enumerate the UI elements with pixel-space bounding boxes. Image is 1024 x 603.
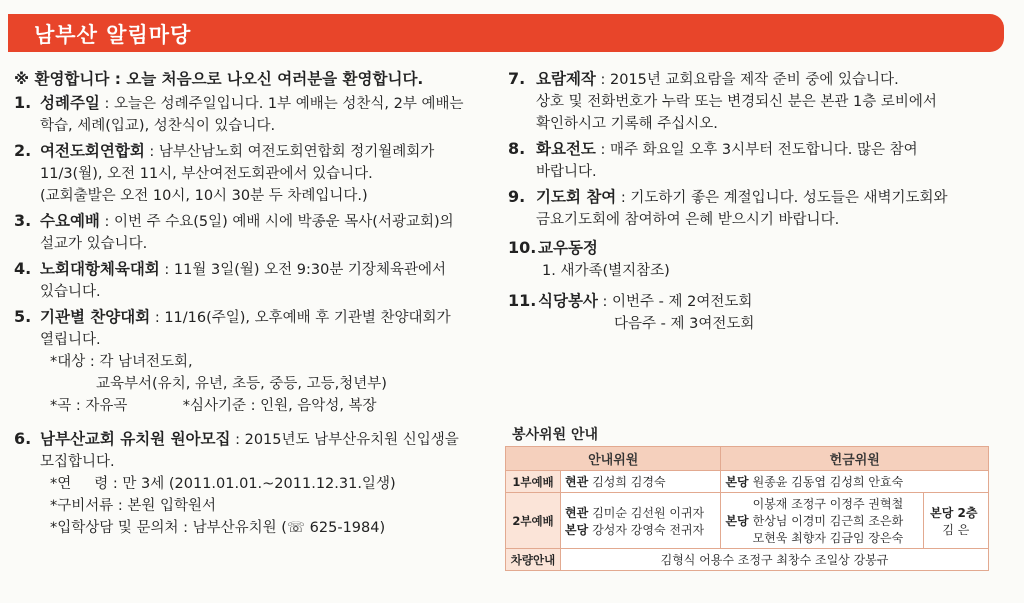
table-row [506, 471, 989, 493]
item-title: 식당봉사 [538, 292, 598, 310]
item-text: 모집합니다. [40, 454, 115, 470]
notice-item-4 [14, 258, 492, 303]
item-title: 화요전도 [536, 140, 596, 158]
item-number: 6. [14, 429, 32, 448]
item-title: 노회대항체육대회 [40, 260, 160, 278]
item-text: 금요기도회에 참여하여 은혜 받으시기 바랍니다. [536, 212, 840, 228]
item-text: : 11월 3일(월) 오전 9:30분 기장체육관에서 [159, 262, 446, 278]
item-subtext: *대상 : 각 남녀전도회, [50, 354, 193, 370]
names: 이봉재 조정구 이정주 권혁철 [752, 497, 904, 511]
item-text: 있습니다. [40, 284, 101, 300]
item-text: : 이번 주 수요(5일) 예배 시에 박종운 목사(서광교회)의 [99, 214, 454, 230]
table-row [506, 493, 989, 549]
notice-item-7 [508, 68, 1008, 135]
item-number: 11. [508, 291, 537, 310]
names: 원종윤 김동엽 김성희 안효숙 [752, 475, 904, 489]
location-tag: 본당 [565, 522, 589, 537]
item-title: 기도회 참여 [536, 188, 617, 206]
item-text: 학습, 세례(입교), 성찬식이 있습니다. [40, 118, 276, 134]
item-number: 1. [14, 93, 32, 112]
item-text: 11/3(월), 오전 11시, 부산여전도회관에서 있습니다. [40, 166, 373, 182]
table-header-row [506, 447, 989, 471]
item-number: 8. [508, 139, 526, 158]
notice-item-2 [14, 140, 492, 207]
item-text: 확인하시고 기록해 주십시오. [536, 116, 718, 132]
item-text: 상호 및 전화번호가 누락 또는 변경되신 분은 본관 1층 로비에서 [536, 94, 937, 110]
notice-item-11 [508, 290, 1008, 335]
location-tag: 현관 [565, 475, 589, 489]
item-title: 성례주일 [40, 94, 100, 112]
table-row [506, 549, 989, 571]
item-title: 수요예배 [40, 212, 100, 230]
names: 김미순 김선원 이귀자 [592, 505, 705, 520]
offering-cell [721, 493, 923, 549]
item-title: 여전도회연합회 [40, 142, 145, 160]
item-number: 7. [508, 69, 526, 88]
item-number: 9. [508, 187, 526, 206]
item-number: 5. [14, 307, 32, 326]
item-text: : 오늘은 성례주일입니다. 1부 예배는 성찬식, 2부 예배는 [99, 96, 464, 112]
staff-table [505, 446, 989, 571]
notice-item-5 [14, 306, 492, 417]
section-header [8, 14, 1004, 52]
item-text: 바랍니다. [536, 164, 597, 180]
item-text: : 남부산남노회 여전도회연합회 정기월례회가 [144, 144, 435, 160]
notice-item-8 [508, 138, 1008, 183]
spacer [14, 420, 492, 428]
item-subtext: *곡 : 자유곡 *심사기준 : 인원, 음악성, 복장 [50, 398, 377, 414]
item-text: 설교가 있습니다. [40, 236, 148, 252]
right-column [508, 68, 1008, 338]
item-title: 기관별 찬양대회 [40, 308, 151, 326]
row-label: 1부예배 [506, 471, 561, 493]
item-text: 다음주 - 제 3여전도회 [614, 316, 755, 332]
notice-item-1 [14, 92, 492, 137]
item-text: : 기도하기 좋은 계절입니다. 성도들은 새벽기도회와 [616, 190, 948, 206]
names: 모현욱 최향자 김금임 장은숙 [752, 531, 904, 545]
left-column [14, 68, 492, 542]
item-text: : 11/16(주일), 오후예배 후 기관별 찬양대회가 [150, 310, 451, 326]
names: 한상님 이경미 김근희 조은화 [752, 514, 904, 528]
item-subtext: *연 령 : 만 3세 (2011.01.01.~2011.12.31.일생) [50, 476, 396, 492]
page-title: 남부산 알림마당 [34, 23, 192, 47]
item-text: : 2015년도 남부산유치원 신입생을 [230, 432, 459, 448]
notice-item-10 [508, 237, 1008, 282]
location-tag: 현관 [565, 505, 589, 520]
item-title: 남부산교회 유치원 원아모집 [40, 430, 231, 448]
item-text: 1. 새가족(별지참조) [542, 263, 670, 279]
item-text: : 2015년 교회요람을 제작 준비 중에 있습니다. [595, 72, 899, 88]
names: 김 은 [942, 522, 970, 537]
location-tag: 본당 [725, 514, 749, 528]
staff-section-title: 봉사위원 안내 [512, 427, 599, 443]
item-number: 4. [14, 259, 32, 278]
item-number: 3. [14, 211, 32, 230]
item-text: (교회출발은 오전 10시, 10시 30분 두 차례입니다.) [40, 188, 368, 204]
item-text: 열립니다. [40, 332, 101, 348]
row-label: 2부예배 [506, 493, 561, 549]
guide-header: 안내위원 [506, 447, 721, 471]
item-text: : 매주 화요일 오후 3시부터 전도합니다. 많은 참여 [595, 142, 918, 158]
guide-cell [561, 471, 721, 493]
names: 김성희 김경숙 [592, 475, 666, 489]
offering-header: 헌금위원 [721, 447, 989, 471]
notice-item-9 [508, 186, 1008, 231]
notice-item-3 [14, 210, 492, 255]
row-label: 차량안내 [506, 549, 561, 571]
guide-cell [561, 493, 721, 549]
floor-cell [923, 493, 988, 549]
item-title: 요람제작 [536, 70, 596, 88]
item-text: : 이번주 - 제 2여전도회 [597, 294, 753, 310]
item-subtext: *구비서류 : 본원 입학원서 [50, 498, 217, 514]
location-tag: 본당 2층 [930, 505, 978, 520]
welcome-text: ※ 환영합니다 : 오늘 처음으로 나오신 여러분을 환영합니다. [14, 70, 424, 88]
offering-cell [721, 471, 989, 493]
item-number: 10. [508, 238, 537, 257]
item-subtext: 교육부서(유치, 유년, 초등, 중등, 고등,청년부) [96, 376, 387, 392]
notice-item-6 [14, 428, 492, 539]
vehicle-cell: 김형식 어용수 조정구 최창수 조일상 강봉규 [561, 549, 989, 571]
item-subtext: *입학상담 및 문의처 : 남부산유치원 (☏ 625-1984) [50, 520, 386, 536]
names: 강성자 강영숙 전귀자 [592, 522, 705, 537]
location-tag: 본당 [725, 475, 749, 489]
item-number: 2. [14, 141, 32, 160]
item-title: 교우동정 [538, 239, 598, 257]
